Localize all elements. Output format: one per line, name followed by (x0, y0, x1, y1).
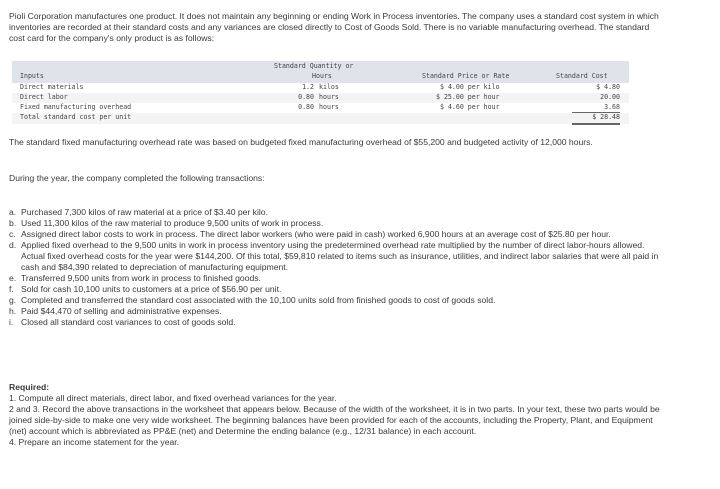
transaction-item (9, 273, 669, 284)
transaction-item (9, 284, 669, 295)
transaction-label: f. (9, 284, 14, 294)
table-row (12, 103, 629, 113)
table-row-total (12, 113, 629, 124)
header-cost: Standard Cost (556, 72, 608, 80)
transaction-text: Sold for cash 10,100 units to customers at a price of $56.90 per unit. (21, 284, 282, 294)
transaction-item (9, 240, 669, 273)
header-quantity-line2: Hours (312, 72, 332, 80)
table-row (12, 93, 629, 103)
transaction-label: i. (9, 317, 14, 327)
header-inputs: Inputs (20, 72, 44, 80)
row-input: Direct labor (20, 92, 68, 101)
transaction-text: Applied fixed overhead to the 9,500 units in work in process inventory using the predetermined overhead rate multiplied by the number of direct labor-hours allowed. Actual fixed overhead costs for the year were $144,200. Of this total, $59,810 related to items such as insurance, utilities, and indirect labor salaries that were all paid in cash and $84,390 related to depreciation of manufacturing equipment. (21, 240, 659, 272)
transaction-item (9, 295, 669, 306)
transaction-label: g. (9, 295, 17, 305)
required-item: 2 and 3. Record the above transactions in the worksheet that appears below. Because of the width of the worksheet, it is in two parts. In your text, these two parts would be joined side-by-side to make one very wide worksheet. The beginning balances have been provided for each of the accounts, including the Property, Plant, and Equipment (net) account which is abbreviated as PP&E (net) and Determine the ending balance (e.g., 12/31 balance) in each account. (9, 404, 660, 436)
transaction-text: Completed and transferred the standard cost associated with the 10,100 units sold from finished goods to cost of goods sold. (21, 295, 496, 305)
fixed-overhead-note: The standard fixed manufacturing overhead rate was based on budgeted fixed manufacturing overhead of $55,200 and budgeted activity of 12,000 hours. (9, 137, 593, 147)
total-label: Total standard cost per unit (20, 113, 132, 121)
header-quantity-line1: Standard Quantity or (274, 62, 354, 70)
row-input: Fixed manufacturing overhead (20, 102, 132, 111)
row-cost: 20.00 (600, 92, 620, 101)
required-section (9, 382, 669, 448)
total-cost: $ 28.48 (592, 113, 620, 121)
row-input: Direct materials (20, 83, 84, 91)
transaction-label: d. (9, 240, 17, 250)
row-cost: 3.68 (604, 102, 620, 111)
row-qty-unit: hours (319, 102, 339, 111)
row-qty-unit: hours (319, 92, 339, 101)
row-price: $ 4.00 per kilo (440, 83, 500, 91)
transaction-label: b. (9, 218, 17, 228)
transaction-item (9, 207, 669, 218)
transaction-item (9, 218, 669, 229)
row-cost: $ 4.80 (596, 83, 620, 91)
table-header (12, 61, 629, 83)
transaction-text: Closed all standard cost variances to cost of goods sold. (21, 317, 236, 327)
transaction-label: a. (9, 207, 17, 217)
row-qty: 0.80 (298, 102, 314, 111)
header-price: Standard Price or Rate (422, 72, 510, 80)
transaction-text: Paid $44,470 of selling and administrative expenses. (21, 306, 222, 316)
transactions-list (9, 207, 669, 328)
transaction-label: e. (9, 273, 17, 283)
transaction-text: Purchased 7,300 kilos of raw material at a price of $3.40 per kilo. (21, 207, 268, 217)
intro-paragraph: Pioli Corporation manufactures one product. It does not maintain any beginning or ending Work in Process inventories. The company uses a standard cost system in which inventories are recorded at their standard costs and any variances are closed directly to Cost of Goods Sold. There is no variable manufacturing overhead. The standard cost card for the company's only product is as follows: (9, 11, 659, 43)
required-item: 4. Prepare an income statement for the year. (9, 437, 180, 447)
row-qty: 1.2 (302, 83, 314, 91)
transaction-text: Used 11,300 kilos of the raw material to produce 9,500 units of work in process. (21, 218, 324, 228)
transaction-item (9, 317, 669, 328)
transactions-intro: During the year, the company completed the following transactions: (9, 173, 265, 183)
transaction-label: c. (9, 229, 16, 239)
transaction-item (9, 306, 669, 317)
row-qty: 0.80 (298, 92, 314, 101)
table-row (12, 83, 629, 93)
required-title: Required: (9, 382, 50, 392)
standard-cost-card-table (12, 61, 629, 125)
row-price: $ 4.60 per hour (440, 102, 500, 111)
total-double-rule (572, 123, 620, 125)
transaction-item (9, 229, 669, 240)
transaction-text: Assigned direct labor costs to work in process. The direct labor workers (who were paid in cash) worked 6,900 hours at an average cost of $25.80 per hour. (21, 229, 611, 239)
required-item: 1. Compute all direct materials, direct labor, and fixed overhead variances for the year. (9, 393, 337, 403)
transaction-label: h. (9, 306, 17, 316)
transaction-text: Transferred 9,500 units from work in process to finished goods. (21, 273, 261, 283)
row-qty-unit: kilos (319, 83, 339, 91)
row-price: $ 25.00 per hour (436, 92, 500, 101)
